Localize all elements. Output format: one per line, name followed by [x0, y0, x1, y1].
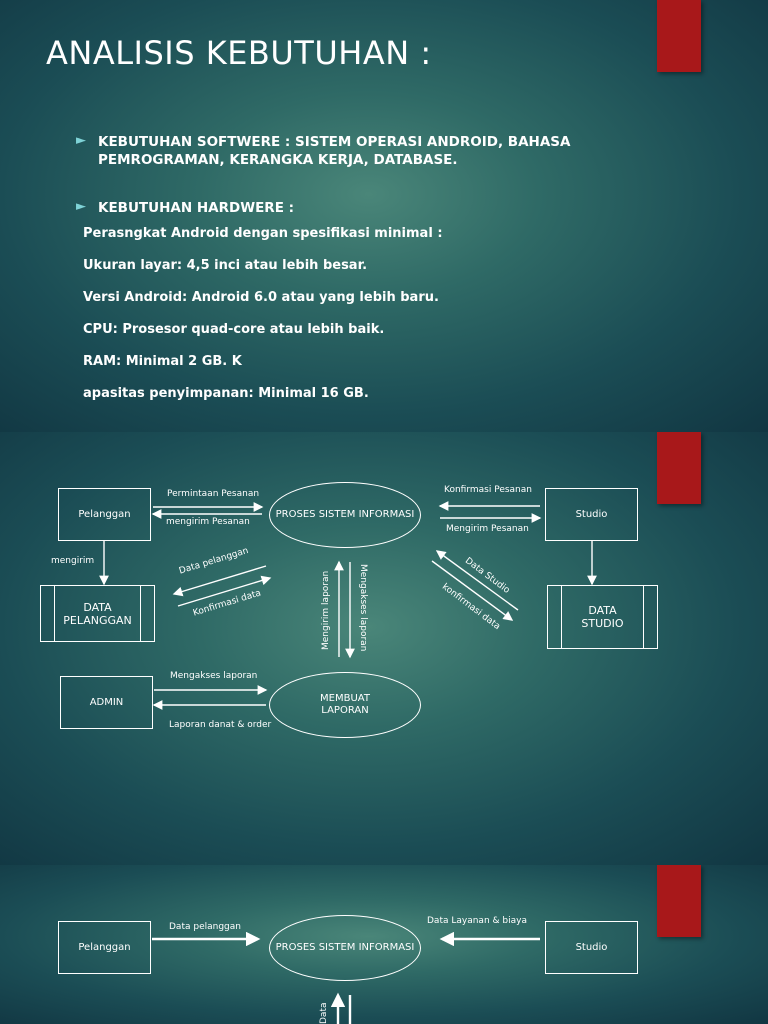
entity-admin: ADMIN: [60, 676, 153, 729]
label-permintaan-pesanan: Permintaan Pesanan: [167, 489, 260, 499]
label-mengirim-pesanan-right: Mengirim Pesanan: [446, 524, 529, 534]
label-konfirmasi-pesanan: Konfirmasi Pesanan: [444, 485, 532, 495]
spec-cpu: CPU: Prosesor quad-core atau lebih baik.: [83, 322, 385, 337]
spec-ram: RAM: Minimal 2 GB. K: [83, 354, 242, 369]
process-sistem-informasi: PROSES SISTEM INFORMASI: [269, 482, 421, 548]
spec-storage: apasitas penyimpanan: Minimal 16 GB.: [83, 386, 369, 401]
label-data-vertical: Data: [319, 1002, 329, 1024]
entity-pelanggan: Pelanggan: [58, 488, 151, 541]
slide-title: ANALISIS KEBUTUHAN :: [46, 34, 432, 72]
spec-screen: Ukuran layar: 4,5 inci atau lebih besar.: [83, 258, 368, 273]
process-membuat-laporan-label: MEMBUAT LAPORAN: [320, 693, 370, 716]
datastore-data-studio-label: DATA STUDIO: [581, 604, 624, 630]
entity-studio: Studio: [545, 921, 638, 974]
process-sistem-informasi: PROSES SISTEM INFORMASI: [269, 915, 421, 981]
red-tab-decoration: [657, 0, 701, 72]
bullet-hardware: KEBUTUHAN HARDWERE :: [98, 200, 295, 216]
bullet-arrow-icon: ►: [76, 133, 86, 148]
datastore-data-pelanggan-label: DATA PELANGGAN: [63, 600, 132, 627]
datastore-data-pelanggan: [40, 585, 155, 642]
label-mengirim-laporan: Mengirim laporan: [321, 570, 331, 650]
slide-analisis-kebutuhan: [0, 0, 768, 432]
slide-dfd-context: [0, 865, 768, 1024]
bullet-arrow-icon: ►: [76, 199, 86, 214]
datastore-data-studio: [547, 585, 658, 649]
label-data-pelanggan: Data pelanggan: [178, 545, 250, 577]
bullet-software: KEBUTUHAN SOFTWERE : SISTEM OPERASI ANDROID, BAHASA PEMROGRAMAN, KERANGKA KERJA, DATABASE.: [98, 134, 571, 168]
entity-studio: Studio: [545, 488, 638, 541]
spec-intro: Perasngkat Android dengan spesifikasi minimal :: [83, 226, 443, 241]
label-data-studio: Data Studio: [462, 556, 512, 596]
entity-pelanggan: Pelanggan: [58, 921, 151, 974]
label-mengakses-laporan: Mengakses laporan: [170, 671, 258, 681]
label-data-layanan-biaya: Data Layanan & biaya: [427, 916, 527, 926]
arrow-data-studio: [437, 551, 518, 610]
label-mengirim: mengirim: [51, 556, 95, 566]
label-laporan-danat-order: Laporan danat & order: [169, 720, 272, 730]
label-data-pelanggan: Data pelanggan: [169, 922, 241, 932]
label-mengirim-pesanan-left: mengirim Pesanan: [166, 517, 250, 527]
label-konfirmasi-data-right: konfirmasi data: [439, 582, 502, 633]
slide-dfd-level1: [0, 432, 768, 865]
spec-android-version: Versi Android: Android 6.0 atau yang lebih baru.: [83, 290, 439, 305]
label-mengakses-laporan-vertical: Mengakses laporan: [358, 564, 368, 652]
label-konfirmasi-data-left: Konfirmasi data: [192, 588, 263, 619]
process-membuat-laporan: [269, 672, 421, 738]
